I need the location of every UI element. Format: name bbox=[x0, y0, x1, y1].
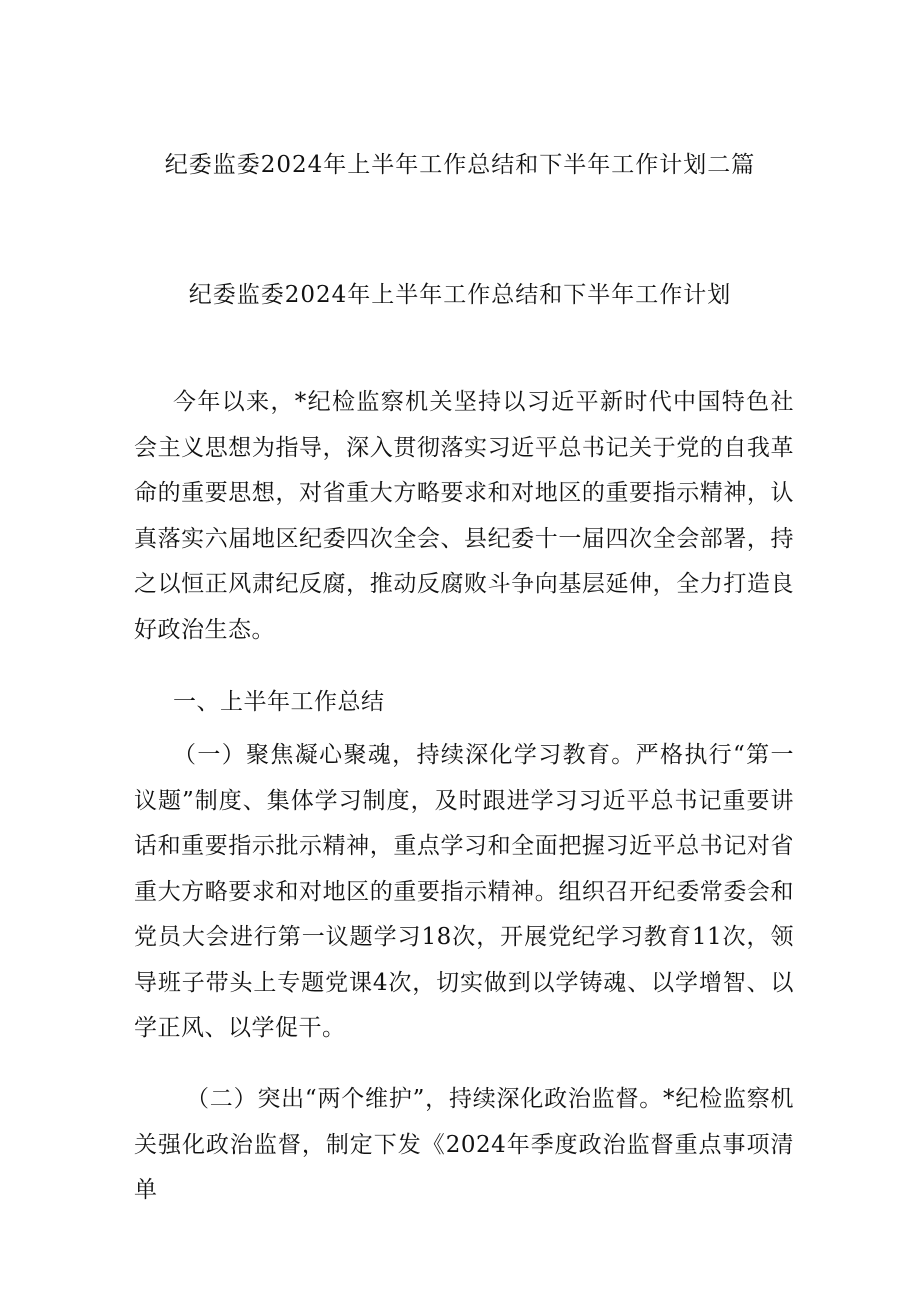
document-sub-title: 纪委监委2024年上半年工作总结和下半年工作计划 bbox=[188, 282, 732, 308]
section-heading: 一、上半年工作总结 bbox=[173, 689, 385, 715]
body-paragraph-study-education: （一）聚焦凝心聚魂，持续深化学习教育。严格执行“第一议题”制度、集体学习制度，及时跟进学习习近平总书记重要讲话和重要指示批示精神，重点学习和全面把握习近平总书记对省重大方略要求和对地区的重要指示精神。组织召开纪委常委会和党员大会进行第一议题学习18次，开展党纪学习教育11次，领导班子带头上专题党课4次，切实做到以学铸魂、以学增智、以学正风、以学促干。 bbox=[134, 742, 794, 1041]
document-main-title: 纪委监委2024年上半年工作总结和下半年工作计划二篇 bbox=[164, 152, 756, 178]
intro-paragraph: 今年以来，*纪检监察机关坚持以习近平新时代中国特色社会主义思想为指导，深入贯彻落实习近平总书记关于党的自我革命的重要思想，对省重大方略要求和对地区的重要指示精神，认真落实六届地区纪委四次全会、县纪委十一届四次全会部署，持之以恒正风肃纪反腐，推动反腐败斗争向基层延伸，全力打造良好政治生态。 bbox=[134, 389, 794, 643]
body-paragraph-political-supervision: （二）突出“两个维护”，持续深化政治监督。*纪检监察机关强化政治监督，制定下发《2024年季度政治监督重点事项清单 bbox=[134, 1086, 794, 1203]
